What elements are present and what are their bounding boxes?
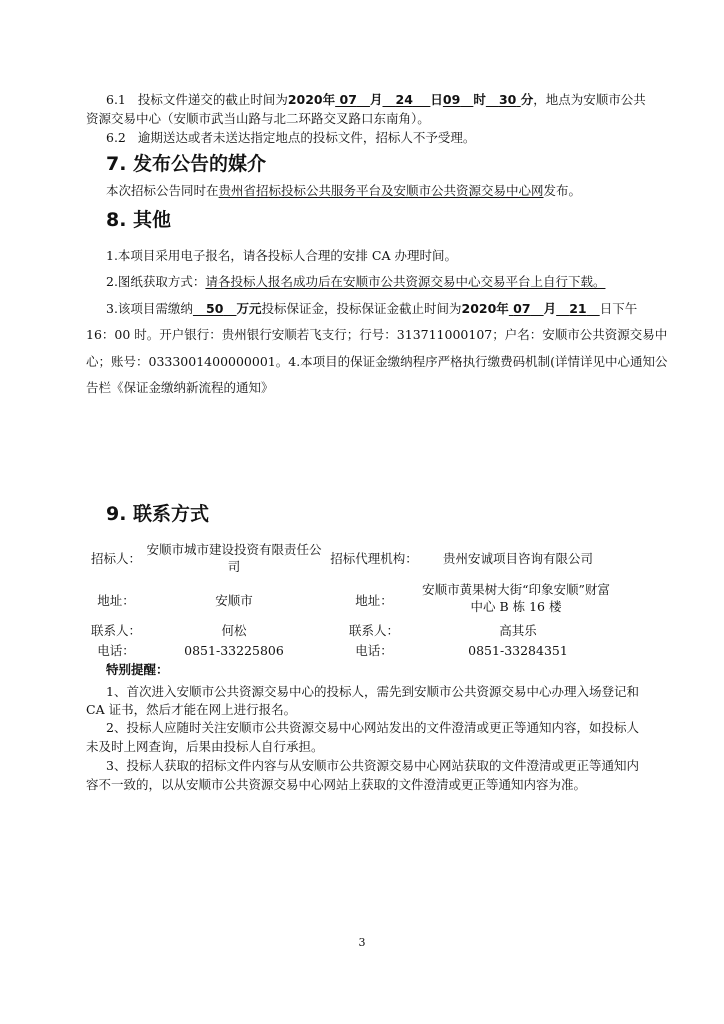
notice-3-line-2: 容不一致的，以从安顺市公共资源交易中心网站上获取的文件澄清或更正等通知内容为准。 bbox=[86, 777, 587, 792]
other-item-3-line-3: 心；账号：0333001400000001。4.本项目的保证金缴纳程序严格执行缴费码机制(详情详见中心通知公 bbox=[86, 354, 668, 369]
agency-phone-value: 0851-33284351 bbox=[468, 643, 568, 658]
item-text: 3.该项目需缴纳 bbox=[106, 301, 193, 316]
drawing-access-method: 请各投标人报名成功后在安顺市公共资源交易中心交易平台上自行下载。 bbox=[205, 274, 606, 289]
clause-text: 逾期送达或者未送达指定地点的投标文件，招标人不予受理。 bbox=[137, 130, 476, 145]
clause-number: 6.1 bbox=[106, 92, 126, 107]
other-item-3-line-4: 告栏《保证金缴纳新流程的通知》 bbox=[86, 380, 274, 395]
agency-address-label: 地址： bbox=[355, 593, 393, 608]
tenderer-contact-value: 何松 bbox=[221, 623, 247, 638]
deposit-deadline-day: 21 bbox=[569, 301, 587, 316]
deposit-unit: 万元 bbox=[236, 301, 262, 316]
deposit-amount: 50 bbox=[206, 301, 224, 316]
agency-phone-label: 电话： bbox=[355, 643, 393, 658]
deadline-month-unit: 月 bbox=[369, 92, 383, 107]
deadline-year-unit: 年 bbox=[322, 92, 336, 107]
agency-contact-label: 联系人： bbox=[348, 623, 399, 638]
tenderer-phone-label: 电话： bbox=[97, 643, 135, 658]
other-item-3-line-2: 16：00 时。开户银行：贵州银行安顺若飞支行；行号：313711000107；户名：安顺市公共资源交易中 bbox=[86, 327, 668, 342]
deadline-hour-unit: 时 bbox=[473, 92, 486, 107]
agency-label: 招标代理机构： bbox=[330, 551, 418, 566]
other-item-2 bbox=[106, 274, 605, 290]
item-label: 2.图纸获取方式： bbox=[106, 274, 206, 289]
tenderer-address-value: 安顺市 bbox=[215, 593, 253, 608]
deposit-deadline-year-unit: 年 bbox=[496, 301, 509, 316]
notice-2-line-2: 未及时上网查询，后果由投标人自行承担。 bbox=[86, 739, 324, 754]
deadline-day-unit: 日 bbox=[430, 92, 443, 107]
deadline-day: 24 bbox=[395, 92, 413, 107]
clause-6-2 bbox=[106, 130, 475, 146]
media-name: 贵州省招标投标公共服务平台及安顺市公共资源交易中心网 bbox=[218, 183, 544, 198]
item-text: 投标保证金，投标保证金截止时间为 bbox=[261, 301, 462, 316]
page-number: 3 bbox=[358, 936, 366, 949]
deposit-deadline-month: 07 bbox=[513, 301, 531, 316]
clause-6-1-line-1 bbox=[106, 92, 646, 108]
clause-text: ，地点为安顺市公共 bbox=[533, 92, 646, 107]
deposit-deadline-year: 2020 bbox=[461, 301, 497, 316]
section-7-text bbox=[106, 183, 581, 199]
notice-1-line-1: 1、首次进入安顺市公共资源交易中心的投标人，需先到安顺市公共资源交易中心办理入场登记和 bbox=[106, 684, 639, 699]
other-item-3-line-1 bbox=[106, 301, 637, 317]
deadline-hour: 09 bbox=[442, 92, 461, 107]
section-8-heading: 8. 其他 bbox=[106, 209, 172, 231]
clause-number: 6.2 bbox=[106, 130, 126, 145]
agency-contact-value: 高其乐 bbox=[499, 623, 537, 638]
clause-6-1-line-2: 资源交易中心（安顺市武当山路与北二环路交叉路口东南角）。 bbox=[86, 111, 430, 126]
tenderer-label: 招标人： bbox=[90, 551, 141, 566]
section-9-heading: 9. 联系方式 bbox=[106, 503, 210, 525]
tenderer-value: 安顺市城市建设投资有限责任公司 bbox=[146, 542, 322, 574]
clause-text: 投标文件递交的截止时间为 bbox=[137, 92, 288, 107]
section-7-heading: 7. 发布公告的媒介 bbox=[106, 153, 267, 175]
agency-value: 贵州安诚项目咨询有限公司 bbox=[442, 551, 593, 566]
deadline-minute-unit: 分 bbox=[520, 92, 534, 107]
tenderer-address-label: 地址： bbox=[97, 593, 135, 608]
deadline-minute: 30 bbox=[498, 92, 517, 107]
item-text: 日下午 bbox=[599, 301, 638, 316]
tenderer-phone-value: 0851-33225806 bbox=[184, 643, 284, 658]
agency-address-value: 安顺市黄果树大街“印象安顺”财富中心 B 栋 16 楼 bbox=[422, 582, 610, 614]
notice-2-line-1: 2、投标人应随时关注安顺市公共资源交易中心网站发出的文件澄清或更正等通知内容，如投标人 bbox=[106, 720, 639, 735]
notice-1-line-2: CA 证书，然后才能在网上进行报名。 bbox=[86, 702, 297, 717]
deadline-month: 07 bbox=[339, 92, 357, 107]
tenderer-contact-label: 联系人： bbox=[90, 623, 141, 638]
deadline-year: 2020 bbox=[287, 92, 323, 107]
other-item-1: 1.本项目采用电子报名，请各投标人合理的安排 CA 办理时间。 bbox=[106, 248, 457, 263]
media-intro: 本次招标公告同时在 bbox=[106, 183, 219, 198]
media-outro: 发布。 bbox=[543, 183, 582, 198]
notice-3-line-1: 3、投标人获取的招标文件内容与从安顺市公共资源交易中心网站获取的文件澄清或更正等通知内 bbox=[106, 758, 639, 773]
deposit-deadline-month-unit: 月 bbox=[543, 301, 557, 316]
notice-title: 特别提醒： bbox=[106, 662, 169, 677]
